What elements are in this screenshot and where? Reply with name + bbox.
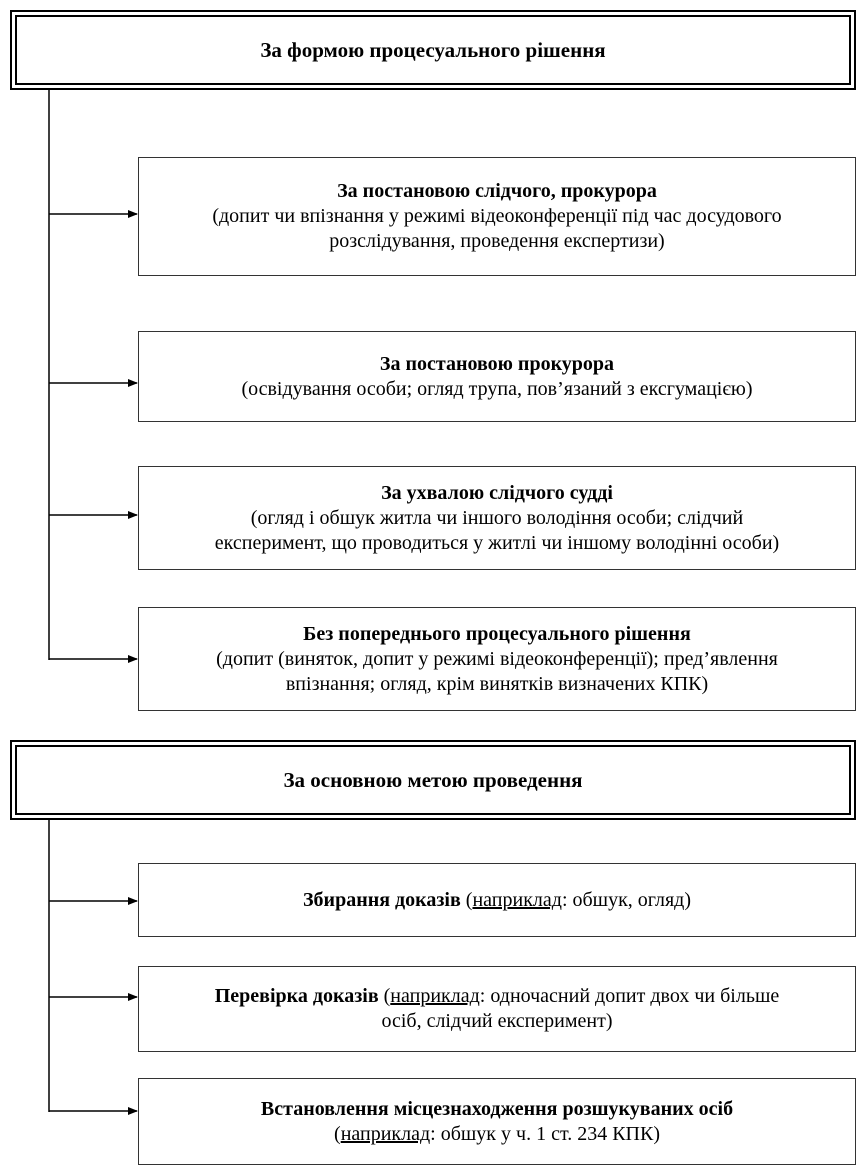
example-label: наприклад — [472, 888, 562, 911]
category-box — [138, 1078, 856, 1165]
category-box — [138, 863, 856, 937]
category-description: осіб, слідчий експеримент) — [381, 1010, 613, 1032]
category-box — [138, 607, 856, 711]
category-description: : одночасний допит двох чи більше — [479, 985, 780, 1007]
category-box — [138, 466, 856, 570]
category-title: За ухвалою слідчого судді — [381, 481, 613, 504]
category-description: : обшук у ч. 1 ст. 234 КПК) — [430, 1122, 660, 1145]
category-description: (огляд і обшук житла чи іншого володіння особи; слідчий — [250, 506, 744, 529]
category-line: Збирання доказів (наприклад: обшук, огляд) — [302, 888, 692, 911]
category-box — [138, 966, 856, 1052]
category-box — [138, 157, 856, 276]
section-header-main-purpose — [10, 740, 856, 820]
category-line: (наприклад: обшук у ч. 1 ст. 234 КПК) — [334, 1122, 660, 1145]
category-description: (допит чи впізнання у режимі відеоконференції під час досудового — [212, 205, 782, 227]
category-description: розслідування, проведення експертизи) — [329, 230, 665, 252]
category-description: : обшук, огляд) — [561, 888, 692, 911]
category-description: експеримент, що проводиться у житлі чи іншому володінні особи) — [214, 531, 780, 554]
category-title: Збирання доказів — [302, 888, 461, 911]
category-description: (допит (виняток, допит у режимі відеоконференції); пред’явлення — [216, 647, 778, 670]
category-description: (освідування особи; огляд трупа, пов’язаний з ексгумацією) — [241, 377, 753, 400]
category-line: Перевірка доказів (наприклад: одночасний допит двох чи більше — [214, 985, 780, 1007]
category-title: За постановою прокурора — [379, 352, 615, 375]
category-description: впізнання; огляд, крім винятків визначених КПК) — [285, 672, 709, 695]
section-header-label: За формою процесуального рішення — [260, 37, 606, 62]
category-title: Перевірка доказів — [214, 985, 379, 1007]
category-title: Встановлення місцезнаходження розшукуваних осіб — [260, 1097, 734, 1120]
category-title: За постановою слідчого, прокурора — [337, 180, 657, 202]
example-label: наприклад — [340, 1122, 431, 1145]
section-header-label: За основною метою проведення — [283, 767, 583, 792]
category-box — [138, 331, 856, 422]
section-header-procedural-decision — [10, 10, 856, 90]
example-label: наприклад — [390, 985, 480, 1007]
category-title: Без попереднього процесуального рішення — [303, 622, 691, 645]
